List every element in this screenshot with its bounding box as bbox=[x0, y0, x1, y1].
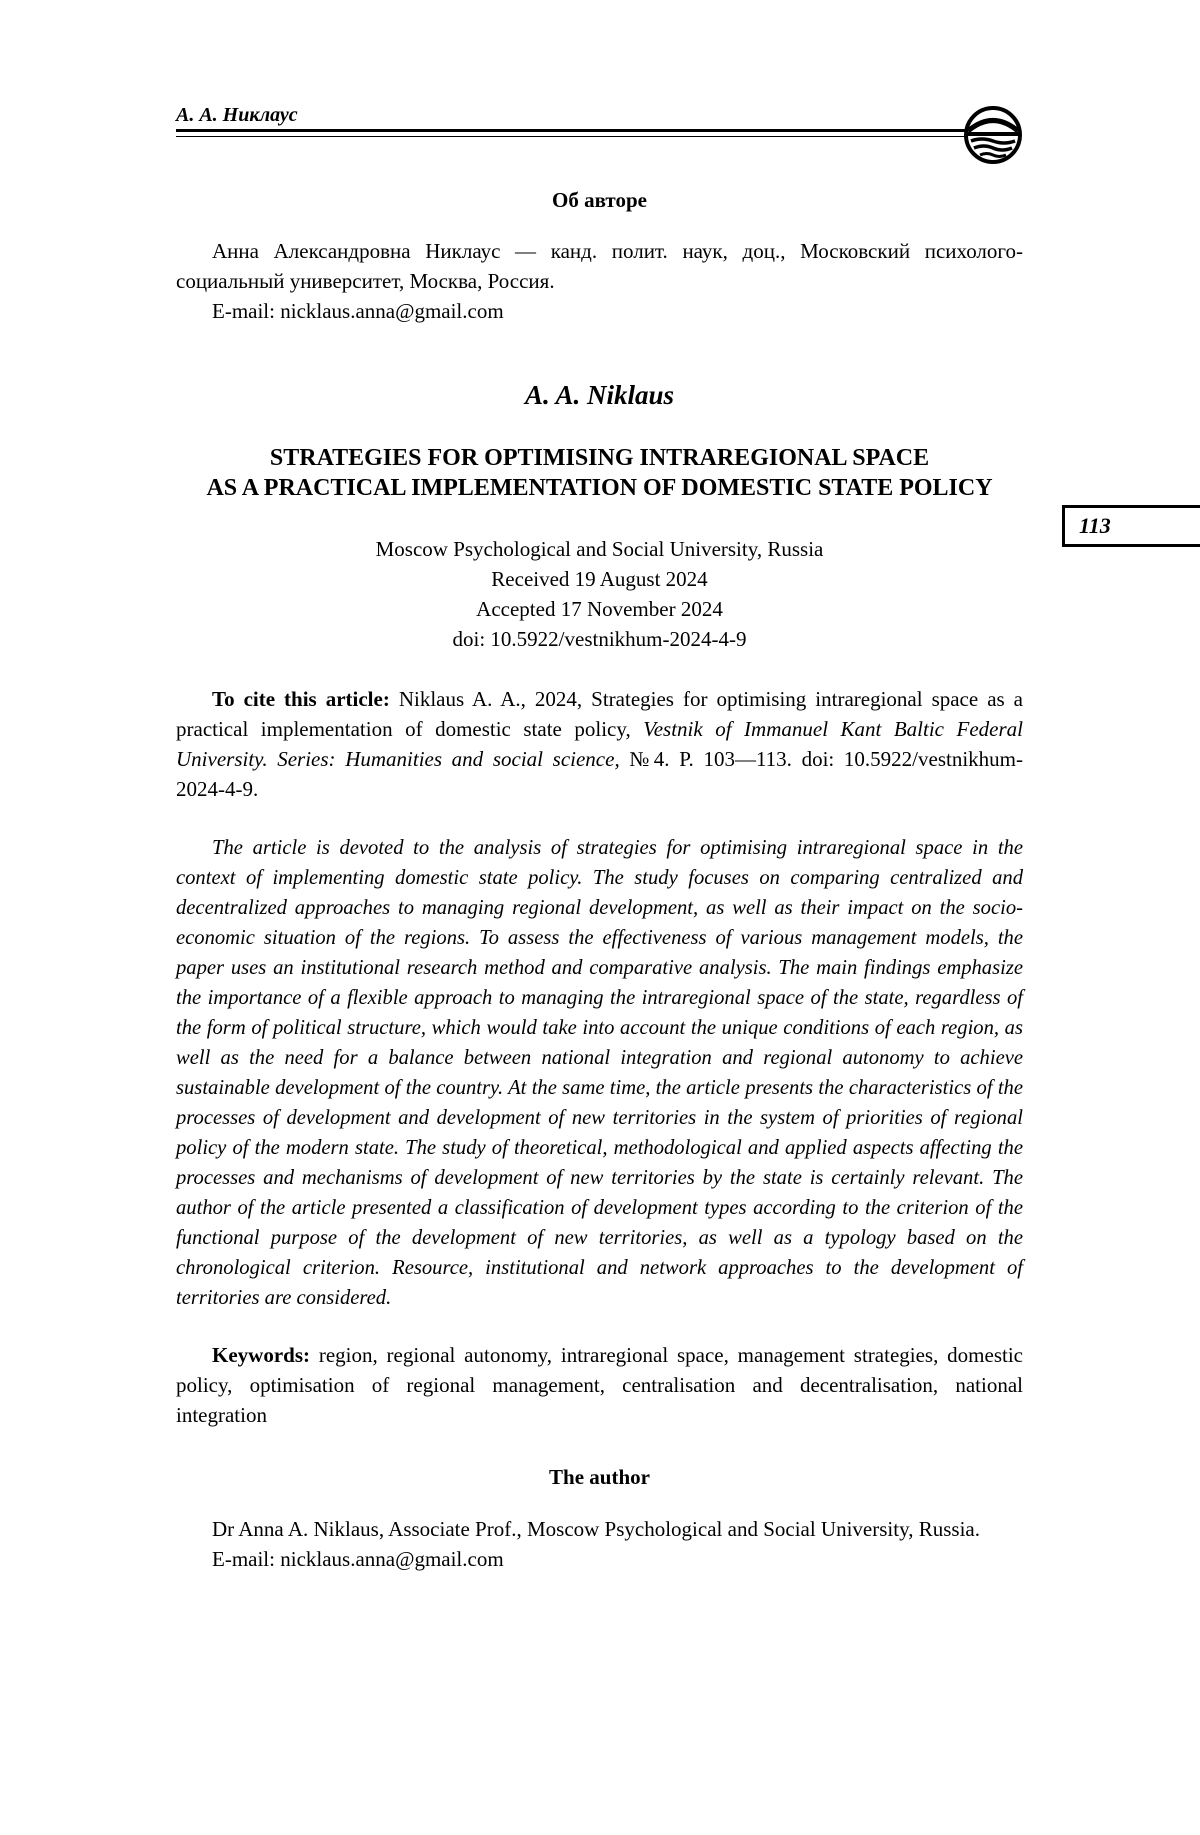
about-author-ru-bio: Анна Александровна Никлаус — канд. полит. наук, доц., Московский психолого-социальный университет, Москва, Россия. bbox=[176, 239, 1023, 293]
header-rule-thin bbox=[176, 136, 966, 137]
article-author: A. A. Niklaus bbox=[524, 380, 675, 410]
article-doi: doi: 10.5922/vestnikhum-2024-4-9 bbox=[452, 627, 747, 651]
article-accepted: Accepted 17 November 2024 bbox=[476, 597, 723, 621]
running-head-author: А. А. Никлаус bbox=[176, 104, 298, 126]
article-title-line-2: AS A PRACTICAL IMPLEMENTATION OF DOMESTIC STATE POLICY bbox=[206, 475, 993, 501]
about-author-en-bio: Dr Anna A. Niklaus, Associate Prof., Moscow Psychological and Social University, Russia. bbox=[212, 1517, 980, 1541]
article-affiliation: Moscow Psychological and Social University, Russia bbox=[375, 537, 824, 561]
keywords-label: Keywords: bbox=[212, 1343, 310, 1367]
article-title-line-1: STRATEGIES FOR OPTIMISING INTRAREGIONAL SPACE bbox=[269, 445, 930, 471]
about-author-en-block bbox=[176, 1514, 1023, 1574]
header-rule-thick bbox=[176, 129, 966, 132]
journal-logo-icon bbox=[962, 104, 1024, 166]
about-author-en-heading: The author bbox=[549, 1465, 650, 1489]
citation-block bbox=[176, 684, 1023, 804]
about-author-ru-block bbox=[176, 236, 1023, 326]
about-author-en-email: E-mail: nicklaus.anna@gmail.com bbox=[212, 1547, 504, 1571]
keywords-block bbox=[176, 1340, 1023, 1430]
citation-text-2: №4. P. 103—113. doi: 10.5922/vestnikhum-2024-4-9. bbox=[176, 747, 1023, 801]
abstract-text: The article is devoted to the analysis of strategies for optimising intraregional space in the context of implementing domestic state policy. The study focuses on comparing centralized and decentralized approaches to managing regional development, as well as their impact on the socio-economic situation of the regions. To assess the effectiveness of various management models, the paper uses an institutional research method and comparative analysis. The main findings emphasize the importance of a flexible approach to managing the intraregional space of the state, regardless of the form of political structure, which would take into account the unique conditions of each region, as well as the need for a balance between national integration and regional autonomy to achieve sustainable development of the country. At the same time, the article presents the characteristics of the processes of development and development of new territories in the system of priorities of regional policy of the modern state. The study of theoretical, methodological and applied aspects affecting the processes and mechanisms of development of new territories by the state is certainly relevant. The author of the article presented a classification of development types according to the criterion of the functional purpose of the development of new territories, as well as a typology based on the chronological criterion. Resource, institutional and network approaches to the development of territories are considered. bbox=[176, 837, 1023, 1309]
keywords-text: region, regional autonomy, intraregional space, management strategies, domestic policy, optimisation of regional management, centralisation and decentralisation, national integration bbox=[176, 1343, 1023, 1427]
article-meta bbox=[176, 534, 1023, 654]
citation-text-1: Niklaus A. A., 2024, Strategies for optimising intraregional space as a practical implementation of domestic state policy, bbox=[176, 687, 1024, 741]
about-author-ru-email: E-mail: nicklaus.anna@gmail.com bbox=[212, 299, 504, 323]
abstract-block bbox=[176, 833, 1023, 1313]
article-title bbox=[176, 443, 1023, 503]
page-number: 113 bbox=[1062, 505, 1200, 547]
citation-label: To cite this article: bbox=[212, 687, 390, 711]
article-received: Received 19 August 2024 bbox=[491, 567, 708, 591]
about-author-ru-heading: Об авторе bbox=[552, 188, 647, 212]
citation-journal: Vestnik of Immanuel Kant Baltic Federal University. Series: Humanities and social science, bbox=[176, 717, 1023, 771]
